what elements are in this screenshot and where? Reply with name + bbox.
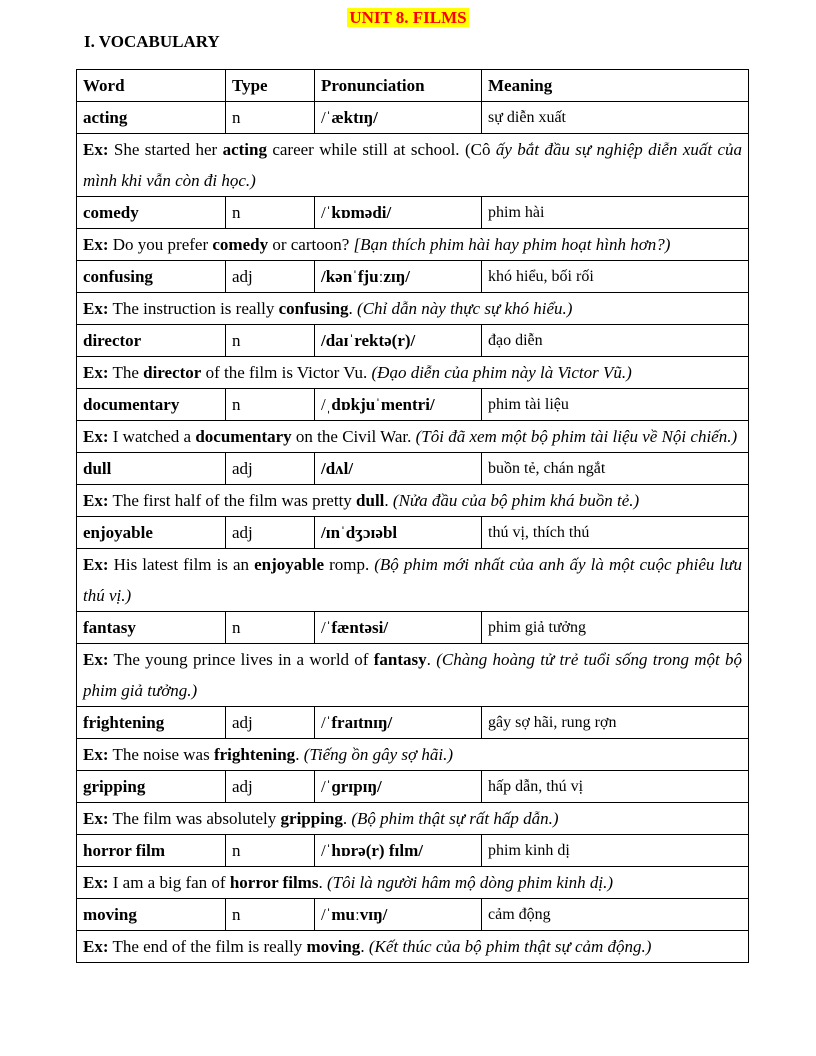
vocab-word-row	[77, 707, 749, 739]
example-text-before: She started her	[108, 140, 223, 159]
vocab-pronunciation	[315, 261, 482, 293]
example-keyword: documentary	[195, 427, 292, 446]
example-translation: (Chỉ dẫn này thực sự khó hiểu.)	[357, 299, 573, 318]
header-word: Word	[77, 70, 226, 102]
vocab-example	[77, 134, 749, 197]
example-translation: (Kết thúc của bộ phim thật sự cảm động.)	[368, 937, 652, 956]
vocab-example	[77, 357, 749, 389]
example-label: Ex:	[83, 299, 109, 318]
pronunciation-text: /dʌl/	[321, 459, 354, 478]
pronunciation-text: hɒrə(r) fɪlm/	[331, 841, 423, 860]
example-text-before: I watched a	[108, 427, 196, 446]
vocab-word-row	[77, 771, 749, 803]
vocab-word-row	[77, 835, 749, 867]
example-label: Ex:	[83, 555, 109, 574]
vocab-meaning: phim giả tưởng	[482, 612, 749, 644]
example-label: Ex:	[83, 491, 109, 510]
example-text-after: .	[348, 299, 358, 318]
pronunciation-text: fraɪtnɪŋ/	[331, 713, 393, 732]
vocab-meaning: buồn tẻ, chán ngắt	[482, 453, 749, 485]
vocab-meaning: cảm động	[482, 899, 749, 931]
example-label: Ex:	[83, 650, 109, 669]
example-translation: (Bộ phim mới nhất của anh ấy là một cuộc phiêu lưu thú vị.)	[83, 555, 742, 605]
vocab-example	[77, 867, 749, 899]
vocab-pronunciation	[315, 771, 482, 803]
vocab-pronunciation	[315, 899, 482, 931]
example-text-after: .	[360, 937, 369, 956]
vocab-type: n	[226, 389, 315, 421]
vocab-word: frightening	[77, 707, 226, 739]
vocab-pronunciation	[315, 707, 482, 739]
vocab-pronunciation	[315, 612, 482, 644]
vocab-example	[77, 739, 749, 771]
vocab-meaning: thú vị, thích thú	[482, 517, 749, 549]
vocab-word: dull	[77, 453, 226, 485]
pronunciation-stress-mark: /ˈ	[321, 777, 332, 796]
vocab-example-row	[77, 134, 749, 197]
vocab-word-row	[77, 517, 749, 549]
example-text-after: of the film is Victor Vu.	[201, 363, 372, 382]
vocab-example	[77, 485, 749, 517]
vocab-pronunciation	[315, 835, 482, 867]
vocab-example	[77, 421, 749, 453]
vocab-example	[77, 644, 749, 707]
example-translation: [Bạn thích phim hài hay phim hoạt hình hơn?)	[353, 235, 671, 254]
vocab-meaning: phim kinh dị	[482, 835, 749, 867]
example-text-before: His latest film is an	[108, 555, 255, 574]
vocab-example-row	[77, 867, 749, 899]
example-text-before: The film was absolutely	[108, 809, 281, 828]
example-text-after: .	[295, 745, 304, 764]
vocab-example-row	[77, 421, 749, 453]
vocab-type: n	[226, 325, 315, 357]
example-text-before: The noise was	[108, 745, 214, 764]
vocab-example-row	[77, 549, 749, 612]
vocab-meaning: hấp dẫn, thú vị	[482, 771, 749, 803]
vocab-pronunciation	[315, 389, 482, 421]
vocab-example-row	[77, 293, 749, 325]
example-text-before: The	[108, 363, 144, 382]
header-meaning: Meaning	[482, 70, 749, 102]
pronunciation-stress-mark: /ˈ	[321, 203, 332, 222]
example-translation: ấy bắt đầu sự nghiệp diễn xuất của mình khi vẫn còn đi học.)	[83, 140, 743, 190]
vocab-word-row	[77, 325, 749, 357]
pronunciation-stress-mark: /ˈ	[321, 905, 332, 924]
vocab-example-row	[77, 485, 749, 517]
example-label: Ex:	[83, 809, 109, 828]
vocab-word-row	[77, 102, 749, 134]
pronunciation-stress-mark: /ˈ	[321, 841, 332, 860]
vocab-example	[77, 549, 749, 612]
vocab-word-row	[77, 389, 749, 421]
vocab-word-row	[77, 612, 749, 644]
vocab-pronunciation	[315, 325, 482, 357]
vocab-pronunciation	[315, 453, 482, 485]
vocab-word: enjoyable	[77, 517, 226, 549]
pronunciation-text: /ɪnˈdʒɔɪəbl	[321, 523, 398, 542]
vocab-example-row	[77, 739, 749, 771]
example-text-after: .	[318, 873, 327, 892]
vocabulary-table	[76, 69, 749, 963]
example-translation: (Tôi là người hâm mộ dòng phim kinh dị.)	[326, 873, 614, 892]
example-label: Ex:	[83, 235, 109, 254]
vocab-example-row	[77, 644, 749, 707]
example-text-before: The young prince lives in a world of	[108, 650, 374, 669]
example-translation: (Tôi đã xem một bộ phim tài liệu về Nội chiến.)	[415, 427, 738, 446]
example-translation-prefix: (Cô	[464, 140, 496, 159]
vocab-example-row	[77, 931, 749, 963]
example-translation: (Nửa đầu của bộ phim khá buồn tẻ.)	[392, 491, 640, 510]
example-label: Ex:	[83, 427, 109, 446]
example-keyword: horror films	[229, 873, 319, 892]
vocab-word: acting	[77, 102, 226, 134]
vocab-word: gripping	[77, 771, 226, 803]
vocab-type: adj	[226, 453, 315, 485]
vocab-meaning: khó hiểu, bối rối	[482, 261, 749, 293]
example-keyword: dull	[356, 491, 385, 510]
pronunciation-text: ɡrɪpɪŋ/	[331, 777, 382, 796]
section-title: I. VOCABULARY	[84, 32, 220, 51]
vocabulary-table-body	[77, 70, 749, 963]
vocab-example-row	[77, 229, 749, 261]
vocab-example	[77, 803, 749, 835]
vocab-word: fantasy	[77, 612, 226, 644]
vocab-word: comedy	[77, 197, 226, 229]
example-translation: (Tiếng ồn gây sợ hãi.)	[303, 745, 454, 764]
vocab-word-row	[77, 453, 749, 485]
vocab-pronunciation	[315, 102, 482, 134]
example-text-before: The first half of the film was pretty	[108, 491, 357, 510]
pronunciation-stress-mark: /ˈ	[321, 108, 332, 127]
example-keyword: comedy	[212, 235, 269, 254]
pronunciation-stress-mark: /ˈ	[321, 618, 332, 637]
example-translation: (Đạo diễn của phim này là Victor Vũ.)	[371, 363, 632, 382]
example-text-after: romp.	[324, 555, 375, 574]
pronunciation-stress-mark: /ˈ	[321, 713, 332, 732]
vocab-word: documentary	[77, 389, 226, 421]
vocab-example	[77, 229, 749, 261]
unit-title-text: UNIT 8. FILMS	[349, 8, 467, 27]
pronunciation-text: kɒmədi/	[331, 203, 392, 222]
vocab-word: horror film	[77, 835, 226, 867]
example-keyword: confusing	[278, 299, 349, 318]
example-translation: (Bộ phim thật sự rất hấp dẫn.)	[351, 809, 559, 828]
vocab-type: n	[226, 197, 315, 229]
example-text-before: I am a big fan of	[108, 873, 230, 892]
example-text-after: career while still at school.	[266, 140, 465, 159]
vocab-word: director	[77, 325, 226, 357]
vocab-type: n	[226, 835, 315, 867]
pronunciation-text: dɒkjuˈmentri/	[331, 395, 435, 414]
example-text-after: .	[426, 650, 437, 669]
pronunciation-text: /kənˈfjuːzɪŋ/	[321, 267, 410, 286]
example-label: Ex:	[83, 140, 109, 159]
example-keyword: director	[143, 363, 202, 382]
example-text-after: or cartoon?	[268, 235, 354, 254]
example-keyword: moving	[306, 937, 361, 956]
vocab-word-row	[77, 197, 749, 229]
example-label: Ex:	[83, 745, 109, 764]
vocab-type: n	[226, 612, 315, 644]
vocab-type: n	[226, 899, 315, 931]
vocab-type: adj	[226, 771, 315, 803]
vocab-type: adj	[226, 261, 315, 293]
vocab-type: n	[226, 102, 315, 134]
pronunciation-text: /daɪˈrektə(r)/	[321, 331, 416, 350]
example-text-after: .	[384, 491, 393, 510]
header-pronunciation: Pronunciation	[315, 70, 482, 102]
vocab-type: adj	[226, 517, 315, 549]
vocab-word-row	[77, 261, 749, 293]
pronunciation-text: fæntəsi/	[331, 618, 389, 637]
example-text-before: The end of the film is really	[108, 937, 307, 956]
vocab-pronunciation	[315, 197, 482, 229]
vocab-meaning: phim hài	[482, 197, 749, 229]
vocab-meaning: đạo diễn	[482, 325, 749, 357]
vocab-pronunciation	[315, 517, 482, 549]
example-keyword: frightening	[213, 745, 296, 764]
vocab-example-row	[77, 803, 749, 835]
unit-title	[0, 8, 816, 28]
example-label: Ex:	[83, 937, 109, 956]
header-type: Type	[226, 70, 315, 102]
vocab-example	[77, 293, 749, 325]
example-keyword: acting	[222, 140, 267, 159]
vocab-word: moving	[77, 899, 226, 931]
table-header-row	[77, 70, 749, 102]
pronunciation-text: æktɪŋ/	[331, 108, 378, 127]
vocab-example	[77, 931, 749, 963]
vocab-word-row	[77, 899, 749, 931]
vocab-meaning: phim tài liệu	[482, 389, 749, 421]
pronunciation-stress-mark: /ˌ	[321, 395, 332, 414]
vocab-meaning: gây sợ hãi, rung rợn	[482, 707, 749, 739]
example-text-before: Do you prefer	[108, 235, 213, 254]
example-text-after: .	[342, 809, 352, 828]
vocab-example-row	[77, 357, 749, 389]
example-keyword: enjoyable	[254, 555, 324, 574]
example-translation: (Chàng hoàng tử trẻ tuổi sống trong một bộ phim giả tưởng.)	[83, 650, 743, 700]
example-keyword: gripping	[280, 809, 343, 828]
vocab-type: adj	[226, 707, 315, 739]
example-label: Ex:	[83, 873, 109, 892]
vocab-word: confusing	[77, 261, 226, 293]
pronunciation-text: muːvɪŋ/	[331, 905, 388, 924]
example-label: Ex:	[83, 363, 109, 382]
example-keyword: fantasy	[373, 650, 427, 669]
example-text-after: on the Civil War.	[291, 427, 416, 446]
example-text-before: The instruction is really	[108, 299, 279, 318]
vocab-meaning: sự diễn xuất	[482, 102, 749, 134]
